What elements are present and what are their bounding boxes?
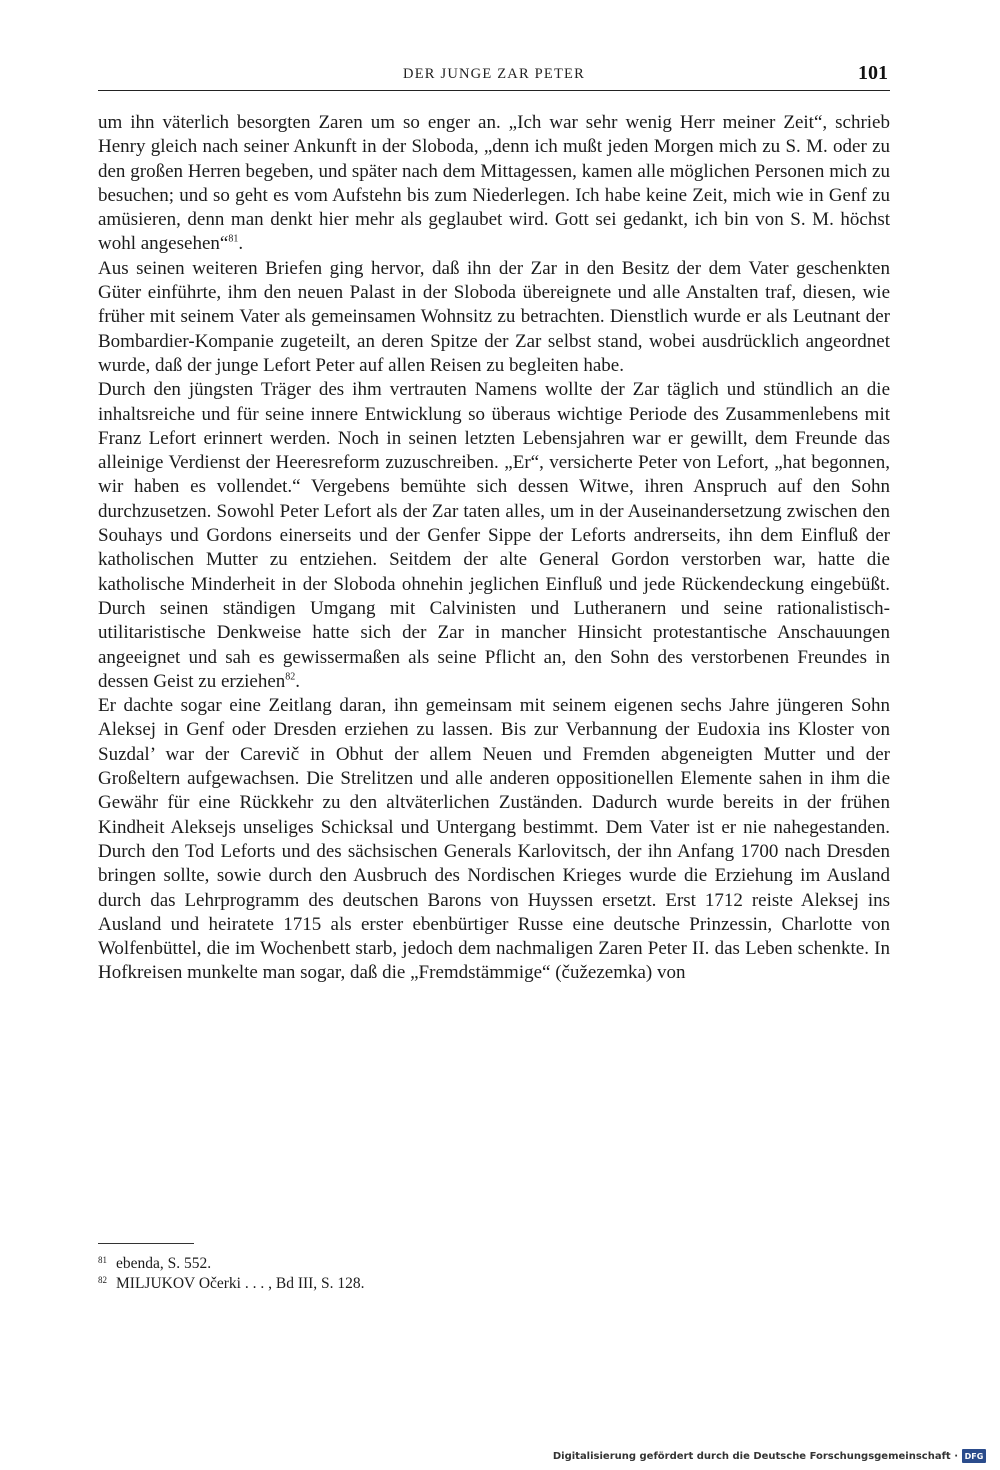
paragraph: [98, 694, 890, 986]
digitization-credit: [553, 1446, 986, 1466]
body-text: [98, 111, 890, 986]
paragraph: [98, 111, 890, 257]
footnote-number: 82: [98, 1275, 107, 1285]
dfg-logo-icon: DFG: [962, 1449, 986, 1463]
paragraph: [98, 257, 890, 378]
credit-text: Digitalisierung gefördert durch die Deutsche Forschungsgemeinschaft ·: [552, 1450, 958, 1462]
footnote-number: 81: [98, 1255, 107, 1265]
paragraph-text-end: .: [238, 233, 244, 255]
footnote-text: ebenda, S. 552.: [116, 1255, 212, 1272]
footnotes: [98, 1254, 890, 1294]
paragraph-text: um ihn väterlich besorgten Zaren um so enger an. „Ich war sehr wenig Herr meiner Zeit“, schrieb Henry gleich nach seiner Ankunft in der Sloboda, „denn ich mußt jeden Morgen mich zu S. M. oder zu den großen Herren begeben, und später nach dem Mittagessen, kamen alle möglichen Personen mich zu besuchen; und so geht es vom Aufstehn bis zum Niederlegen. Ich habe keine Zeit, mich wie in Genf zu amüsieren, denn man denkt hier mehr als geglaubet wird. Gott sei gedankt, ich bin von S. M. höchst wohl angesehen“: [98, 112, 890, 255]
footnote-reference: 81: [228, 234, 239, 246]
footnote-reference: 82: [285, 671, 296, 683]
running-header: [98, 62, 890, 91]
footnote: [98, 1274, 890, 1294]
paragraph-text: Aus seinen weiteren Briefen ging hervor, daß ihn der Zar in den Besitz der dem Vater geschenkten Güter einführte, ihm den neuen Palast in der Sloboda übereignete und alle Anstalten traf, diesen, wie früher mit seinem Vater als gemeinsamen Wohnsitz zu betrachten. Dienstlich wurde er als Leutnant der Bombardier-Kompanie zugeteilt, an deren Spitze der Zar selbst stand, wobei ausdrücklich angeordnet wurde, daß der junge Lefort Peter auf allen Reisen zu begleiten habe.: [98, 257, 890, 376]
paragraph-text: Durch den jüngsten Träger des ihm vertrauten Namens wollte der Zar täglich und stündlich an die inhaltsreiche und für seine innere Entwicklung so überaus wichtige Periode des Zusammenlebens mit Franz Lefort erinnert werden. Noch in seinen letzten Lebensjahren war er gewillt, dem Freunde das alleinige Verdienst der Heeresreform zuzuschreiben. „Er“, versicherte Peter von Lefort, „hat begonnen, wir haben es vollendet.“ Vergebens bemühte sich dessen Witwe, ihren Anspruch auf den Sohn durchzusetzen. Sowohl Peter Lefort als der Zar taten alles, um in der Auseinandersetzung zwischen den Souhays und Gordons einerseits und der Genfer Sippe der Leforts andrerseits, ihn dem Einfluß der katholischen Mutter zu entziehen. Seitdem der alte General Gordon verstorben war, hatte die katholische Minderheit in der Sloboda ohnehin jeglichen Einfluß und jede Rückendeckung eingebüßt. Durch seinen ständigen Umgang mit Calvinisten und Lutheranern und seine rationalistisch-utilitaristische Denkweise hatte sich der Zar in mancher Hinsicht protestantische Anschauungen angeeignet und sah es gewissermaßen als seine Pflicht an, den Sohn des verstorbenen Freundes in dessen Geist zu erziehen: [98, 379, 890, 692]
running-title: DER JUNGE ZAR PETER: [403, 66, 585, 82]
page-number: 101: [858, 62, 888, 84]
footnote: [98, 1254, 890, 1274]
footnote-divider: [98, 1243, 194, 1244]
paragraph-text-end: .: [295, 670, 301, 692]
footnote-text: MILJUKOV Očerki . . . , Bd III, S. 128.: [116, 1275, 365, 1292]
paragraph-text: Er dachte sogar eine Zeitlang daran, ihn gemeinsam mit seinem eigenen sechs Jahre jüngeren Sohn Aleksej in Genf oder Dresden erziehen zu lassen. Bis zur Verbannung der Eudoxia ins Kloster von Suzdal’ war der Carevič in Obhut der allem Neuen und Fremden abgeneigten Mutter und der Großeltern aufgewachsen. Die Strelitzen und alle anderen oppositionellen Elemente sahen in ihm die Gewähr für eine Rückkehr zu den altväterlichen Zuständen. Dadurch wurde bereits in der frühen Kindheit Aleksejs unseliges Schicksal und Untergang bestimmt. Dem Vater ist er nie nahegestanden. Durch den Tod Leforts und des sächsischen Generals Karlovitsch, der ihn Anfang 1700 nach Dresden bringen sollte, sowie durch den Ausbruch des Nordischen Krieges wurde die Erziehung im Ausland durch das Lehrprogramm des deutschen Barons von Huyssen ersetzt. Erst 1712 reiste Aleksej ins Ausland und heiratete 1715 als erster ebenbürtiger Russe eine deutsche Prinzessin, Charlotte von Wolfenbüttel, die im Wochenbett starb, jedoch dem nachmaligen Zaren Peter II. das Leben schenkte. In Hofkreisen munkelte man sogar, daß die „Fremdstämmige“ (čužezemka) von: [98, 695, 890, 984]
paragraph: [98, 378, 890, 694]
